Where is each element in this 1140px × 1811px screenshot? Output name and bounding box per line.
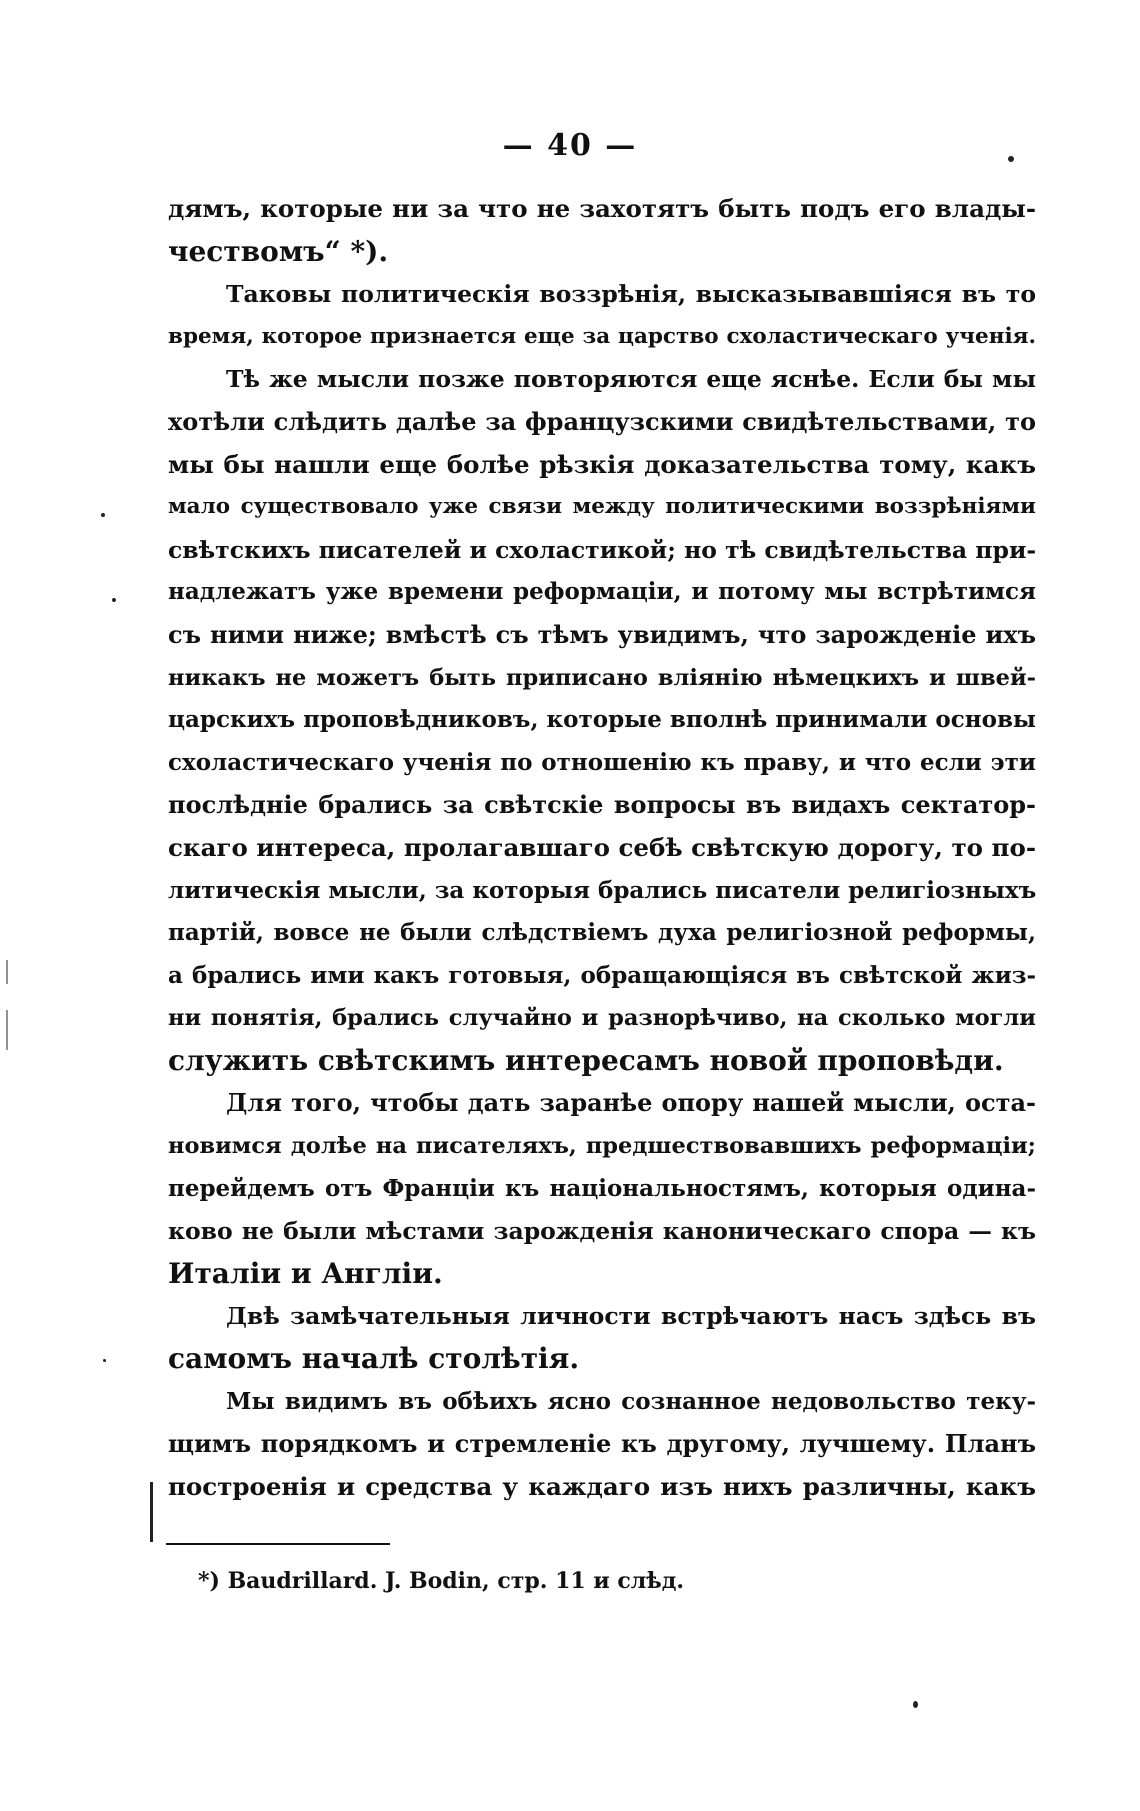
footnote: *) Baudrillard. J. Bodin, стр. 11 и слѣд. — [198, 1568, 685, 1594]
footnote-divider — [166, 1543, 390, 1545]
text-line: ни понятія, брались случайно и разнорѣчиво, на сколько могли — [168, 1005, 1036, 1032]
text-line: съ ними ниже; вмѣстѣ съ тѣмъ увидимъ, что зарожденіе ихъ — [168, 619, 1036, 649]
text-line: а брались ими какъ готовыя, обращающіяся въ свѣтской жиз- — [168, 961, 1036, 989]
scan-margin-mark — [150, 1482, 153, 1542]
text-line: Двѣ замѣчательныя личности встрѣчаютъ насъ здѣсь въ — [226, 1302, 1036, 1331]
text-line: новимся долѣе на писателяхъ, предшествовавшихъ реформаціи; — [168, 1133, 1036, 1160]
text-line: ково не были мѣстами зарожденія каноническаго спора — къ — [168, 1217, 1036, 1246]
text-line: скаго интереса, пролагавшаго себѣ свѣтскую дорогу, то по- — [168, 832, 1036, 862]
text-line: чествомъ“ *). — [168, 234, 389, 268]
text-line: партій, вовсе не были слѣдствіемъ духа религіозной реформы, — [168, 919, 1036, 947]
text-line: Тѣ же мысли позже повторяются еще яснѣе. Если бы мы — [226, 365, 1036, 394]
text-line: мало существовало уже связи между политическими воззрѣніями — [168, 494, 1036, 520]
text-line: служить свѣтскимъ интересамъ новой проповѣди. — [168, 1043, 1004, 1077]
text-line: построенія и средства у каждаго изъ нихъ различны, какъ — [168, 1471, 1036, 1501]
text-line: царскихъ проповѣдниковъ, которые вполнѣ принимали основы — [168, 706, 1036, 734]
text-line: никакъ не можетъ быть приписано вліянію нѣмецкихъ и швей- — [168, 664, 1036, 691]
text-line: Мы видимъ въ обѣихъ ясно сознанное недовольство теку- — [226, 1387, 1036, 1415]
text-line: надлежатъ уже времени реформаціи, и потому мы встрѣтимся — [168, 578, 1036, 606]
text-line: литическія мысли, за которыя брались писатели религіозныхъ — [168, 876, 1036, 904]
scan-speck — [103, 1359, 106, 1362]
scan-speck — [112, 598, 116, 602]
text-line: схоластическаго ученія по отношенію къ праву, и что если эти — [168, 748, 1036, 776]
scan-margin-mark — [6, 1010, 8, 1050]
text-line: свѣтскихъ писателей и схоластикой; но тѣ свидѣтельства при- — [168, 535, 1036, 564]
text-line: Италіи и Англіи. — [168, 1256, 443, 1290]
text-line: дямъ, которые ни за что не захотятъ быть подъ его влады- — [168, 194, 1036, 223]
text-line: мы бы нашли еще болѣе рѣзкія доказательства тому, какъ — [168, 449, 1036, 479]
text-line: самомъ началѣ столѣтія. — [168, 1342, 580, 1376]
text-line: Таковы политическія воззрѣнія, высказывавшіяся въ то — [226, 280, 1036, 309]
scan-speck — [913, 1701, 918, 1708]
text-line: Для того, чтобы дать заранѣе опору нашей мысли, оста- — [226, 1088, 1036, 1118]
scan-margin-mark — [6, 960, 8, 984]
scan-speck — [1008, 156, 1014, 162]
text-line: щимъ порядкомъ и стремленіе къ другому, лучшему. Планъ — [168, 1429, 1036, 1459]
text-line: хотѣли слѣдить далѣе за французскими свидѣтельствами, то — [168, 406, 1036, 436]
text-line: послѣдніе брались за свѣтскіе вопросы въ видахъ сектатор- — [168, 790, 1036, 820]
scan-speck — [101, 513, 105, 517]
text-line: время, которое признается еще за царство схоластическаго ученія. — [168, 323, 1036, 349]
text-line: перейдемъ отъ Франціи къ національностямъ, которыя одина- — [168, 1174, 1036, 1202]
page-number: — 40 — — [502, 128, 638, 163]
body-text — [168, 188, 1036, 1508]
